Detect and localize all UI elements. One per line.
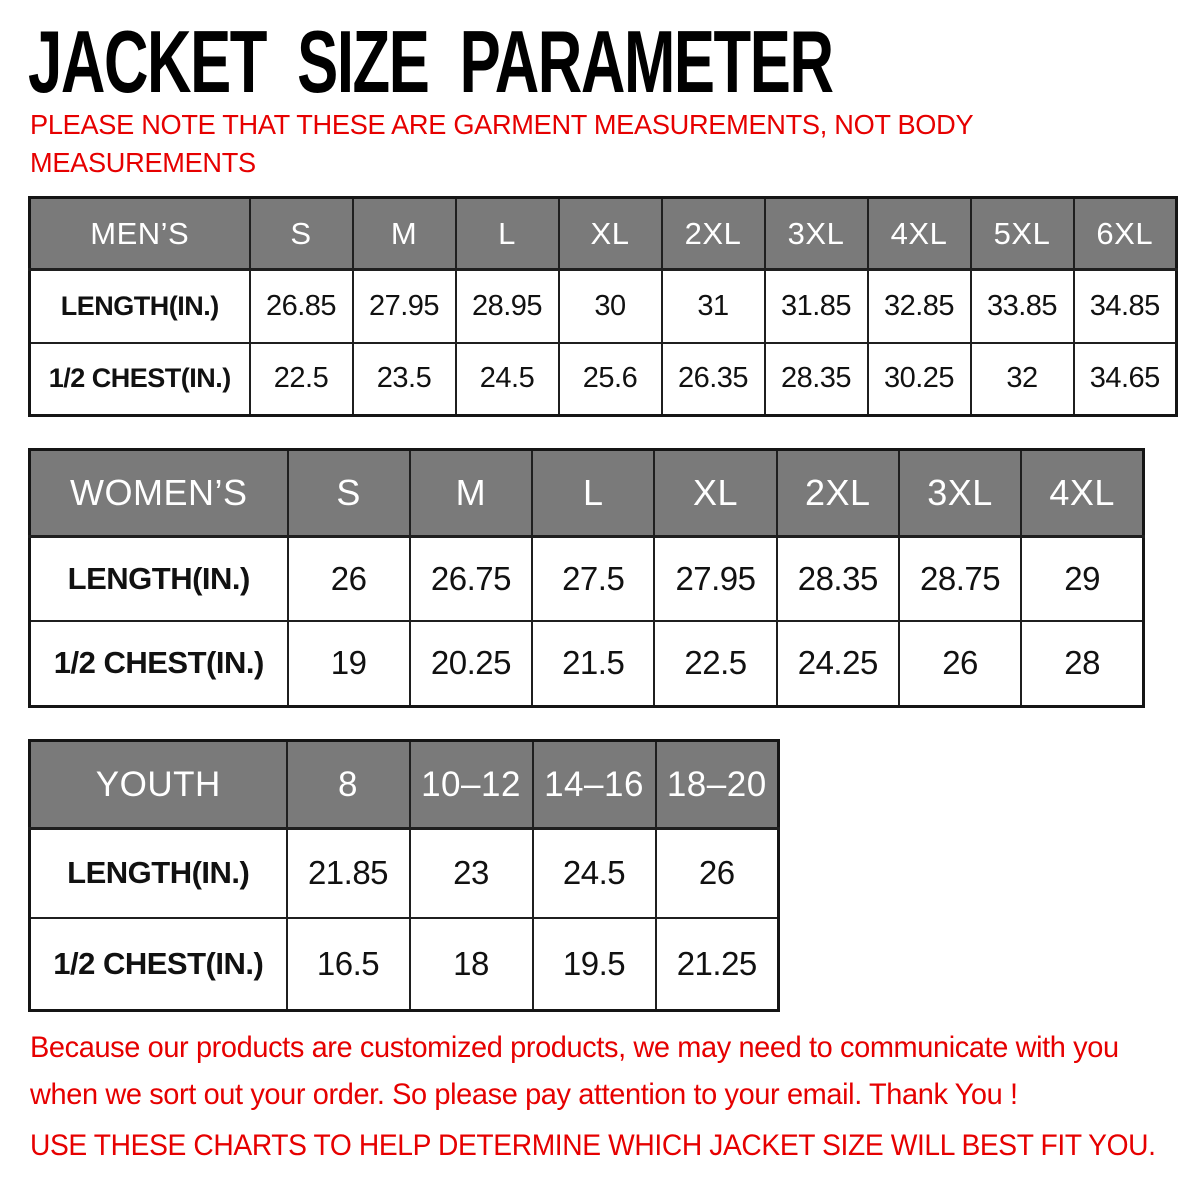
mens-value-cell: 24.5 [456,343,559,416]
mens-table-row [30,270,1177,343]
garment-measurement-note [30,106,973,182]
womens-value-cell: 28.35 [777,537,899,621]
womens-value-cell: 27.5 [532,537,654,621]
mens-size-header-cell: 3XL [765,198,868,270]
mens-value-cell: 30 [559,270,662,343]
youth-table-row [30,918,779,1011]
womens-row-label-cell: 1/2 CHEST(IN.) [30,621,288,707]
womens-table-row [30,537,1144,621]
note-line-2: MEASUREMENTS [30,147,256,178]
mens-size-header-cell: S [250,198,353,270]
mens-size-header-cell: M [353,198,456,270]
youth-value-cell: 24.5 [533,829,656,918]
mens-value-cell: 33.85 [971,270,1074,343]
mens-size-header-cell: 2XL [662,198,765,270]
youth-size-table [28,739,780,1012]
mens-value-cell: 32 [971,343,1074,416]
page-title: JACKET SIZE PARAMETER [28,12,833,111]
mens-size-header-cell: 5XL [971,198,1074,270]
chart-usage-instruction: USE THESE CHARTS TO HELP DETERMINE WHICH JACKET SIZE WILL BEST FIT YOU. [30,1129,1156,1162]
womens-size-header-cell: S [288,450,410,537]
youth-row-label-cell: LENGTH(IN.) [30,829,287,918]
note-line-1: PLEASE NOTE THAT THESE ARE GARMENT MEASUREMENTS, NOT BODY [30,109,974,140]
mens-size-header-cell: L [456,198,559,270]
youth-value-cell: 23 [410,829,533,918]
mens-value-cell: 25.6 [559,343,662,416]
youth-size-header-cell: 10–12 [410,741,533,829]
youth-value-cell: 19.5 [533,918,656,1011]
mens-size-table [28,196,1178,417]
womens-size-header-cell: M [410,450,532,537]
youth-table-row [30,829,779,918]
youth-size-header-cell: 8 [287,741,410,829]
womens-size-header-cell: 2XL [777,450,899,537]
mens-value-cell: 26.35 [662,343,765,416]
womens-size-table [28,448,1145,708]
womens-size-header-cell: L [532,450,654,537]
mens-value-cell: 22.5 [250,343,353,416]
womens-size-header-cell: 3XL [899,450,1021,537]
mens-value-cell: 27.95 [353,270,456,343]
womens-table-row [30,621,1144,707]
womens-value-cell: 29 [1021,537,1143,621]
mens-value-cell: 32.85 [868,270,971,343]
mens-value-cell: 23.5 [353,343,456,416]
mens-value-cell: 30.25 [868,343,971,416]
mens-size-header-cell: 4XL [868,198,971,270]
mens-value-cell: 28.95 [456,270,559,343]
mens-value-cell: 26.85 [250,270,353,343]
youth-size-header-cell: 14–16 [533,741,656,829]
customization-notice [30,1024,1178,1118]
mens-size-header-cell: XL [559,198,662,270]
womens-value-cell: 26 [899,621,1021,707]
youth-value-cell: 16.5 [287,918,410,1011]
womens-row-label-cell: LENGTH(IN.) [30,537,288,621]
womens-value-cell: 21.5 [532,621,654,707]
mens-size-header-cell: 6XL [1074,198,1177,270]
customization-notice-line-1: Because our products are customized products, we may need to communicate with you [30,1031,1119,1064]
womens-table-title-cell: WOMEN’S [30,450,288,537]
womens-value-cell: 22.5 [654,621,776,707]
mens-table-row [30,343,1177,416]
womens-value-cell: 19 [288,621,410,707]
youth-value-cell: 21.25 [656,918,779,1011]
youth-value-cell: 18 [410,918,533,1011]
womens-value-cell: 20.25 [410,621,532,707]
womens-value-cell: 24.25 [777,621,899,707]
mens-value-cell: 31 [662,270,765,343]
womens-size-header-cell: XL [654,450,776,537]
mens-value-cell: 28.35 [765,343,868,416]
womens-value-cell: 28.75 [899,537,1021,621]
mens-row-label-cell: LENGTH(IN.) [30,270,250,343]
womens-value-cell: 26 [288,537,410,621]
womens-value-cell: 26.75 [410,537,532,621]
customization-notice-line-2: when we sort out your order. So please pay attention to your email. Thank You ! [30,1078,1018,1111]
womens-size-header-cell: 4XL [1021,450,1143,537]
youth-value-cell: 26 [656,829,779,918]
mens-row-label-cell: 1/2 CHEST(IN.) [30,343,250,416]
youth-size-header-cell: 18–20 [656,741,779,829]
youth-table-title-cell: YOUTH [30,741,287,829]
mens-table-title-cell: MEN’S [30,198,250,270]
youth-row-label-cell: 1/2 CHEST(IN.) [30,918,287,1011]
womens-value-cell: 27.95 [654,537,776,621]
womens-value-cell: 28 [1021,621,1143,707]
mens-value-cell: 34.85 [1074,270,1177,343]
mens-value-cell: 31.85 [765,270,868,343]
youth-value-cell: 21.85 [287,829,410,918]
mens-value-cell: 34.65 [1074,343,1177,416]
